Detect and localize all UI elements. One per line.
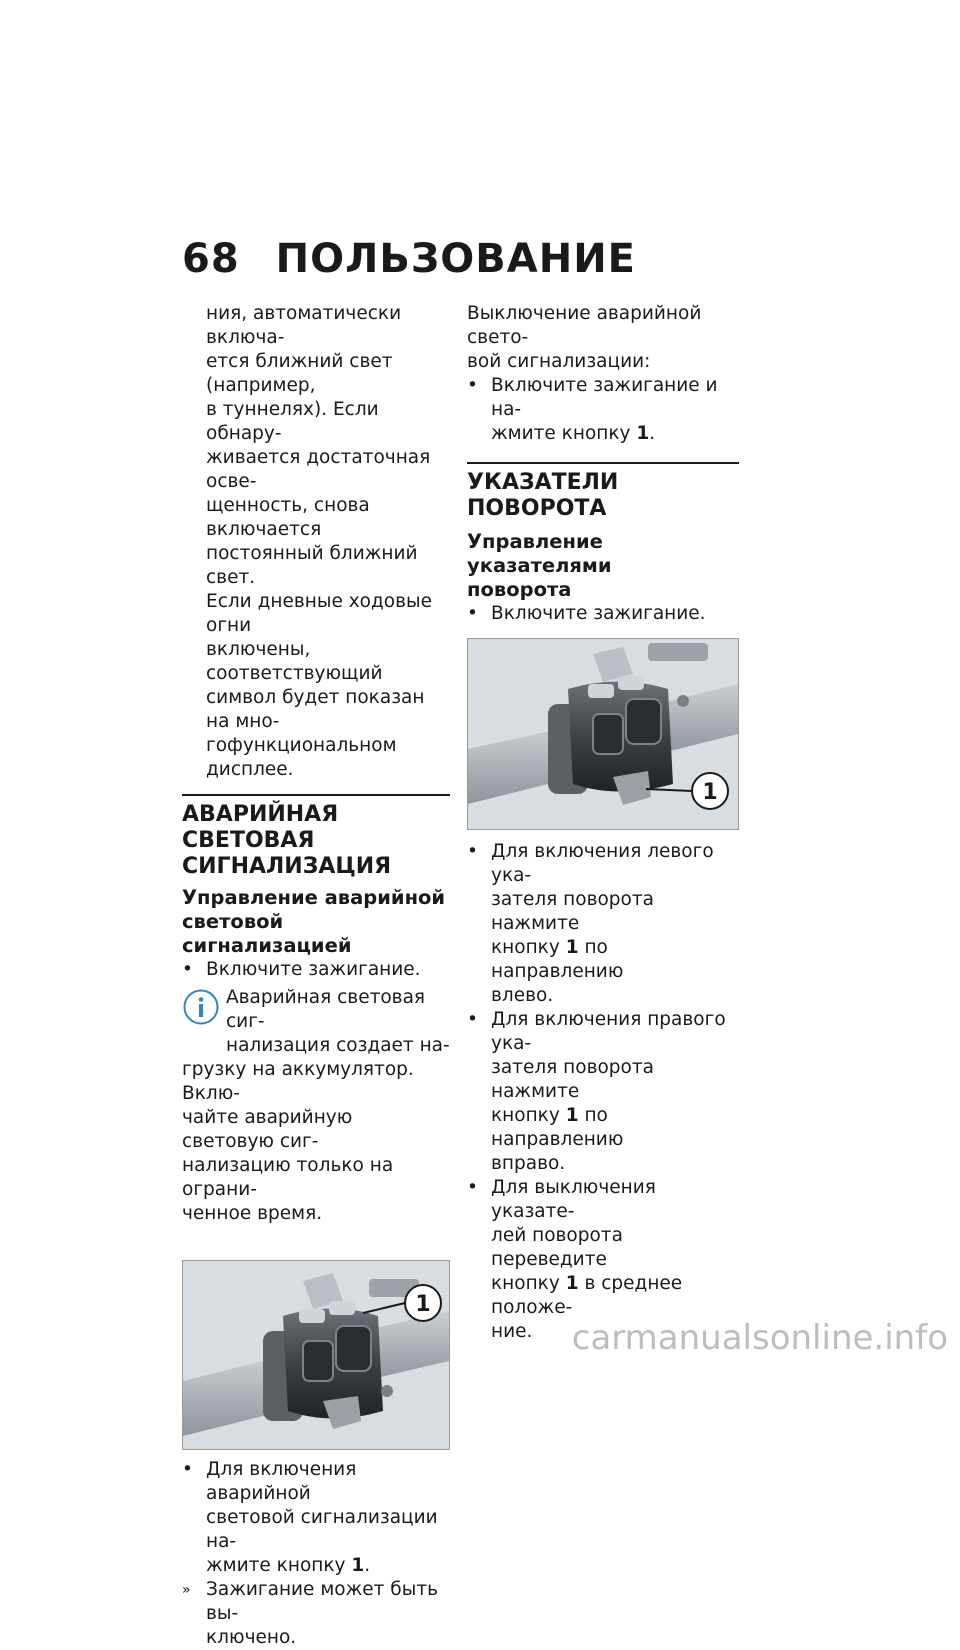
button-ref: 1 xyxy=(636,423,650,444)
button-ref: 1 xyxy=(351,1555,365,1576)
step-ignition: • Включите зажигание. xyxy=(467,603,706,624)
bullet-icon: • xyxy=(182,959,193,980)
bullet-icon: • xyxy=(182,1459,193,1480)
step-turn-right: • Для включения правого ука- зателя поворота нажмите кнопку 1 по направлению вправо. xyxy=(467,1009,726,1174)
hazard-off-intro: Выключение аварийной свето- вой сигнализации: xyxy=(467,303,702,372)
step-ignition: • Включите зажигание. xyxy=(182,959,421,980)
intro-paragraph: ния, автоматически включа- ется ближний свет (например, в туннелях). Если обнару- живается достаточная осве- щенность, снова включается постоянный ближний свет. Если дневные ходовые огни включены, соответствующий символ будет показан на мно- гофункциональном дисплее. xyxy=(206,303,432,780)
step-hazard-on: • Для включения аварийной световой сигнализации на- жмите кнопку 1. xyxy=(182,1459,438,1576)
page-number: 68 xyxy=(182,236,240,282)
bullet-icon: • xyxy=(467,1177,478,1198)
watermark[interactable]: carmanualsonline.info xyxy=(571,1318,948,1358)
figure-turn-signal-switch xyxy=(467,638,739,830)
figure-callout-number: 1 xyxy=(702,780,718,805)
figure-callout-number: 1 xyxy=(415,1292,431,1317)
page-title: ПОЛЬЗОВАНИЕ xyxy=(275,236,637,282)
subsection-title-turn-signals: Управление указателями поворота xyxy=(467,530,612,601)
handlebar-switch-illustration xyxy=(468,639,738,829)
section-divider xyxy=(182,794,450,796)
bullet-icon: • xyxy=(467,1009,478,1030)
step-turn-left: • Для включения левого ука- зателя поворота нажмите кнопку 1 по направлению влево. xyxy=(467,841,714,1006)
left-column xyxy=(182,302,450,1650)
step-hazard-off: • Включите зажигание и на- жмите кнопку 1. xyxy=(467,375,718,444)
result-ignition-off: » Зажигание может быть вы- ключено. xyxy=(182,1579,438,1648)
bullet-icon: • xyxy=(467,603,478,624)
note-block: Аварийная световая сиг- нализация создает на- грузку на аккумулятор. Вклю- чайте аварийную световую сиг- нализацию только на ограни- ченное время. xyxy=(182,987,450,1224)
button-ref: 1 xyxy=(565,1273,579,1294)
page-header xyxy=(182,236,636,282)
section-title-hazard: АВАРИЙНАЯ СВЕТОВАЯ СИГНАЛИЗАЦИЯ xyxy=(182,802,392,879)
info-icon xyxy=(182,988,220,1026)
button-ref: 1 xyxy=(565,1105,579,1126)
section-divider xyxy=(467,462,739,464)
bullet-icon: • xyxy=(467,375,478,396)
bullet-icon: • xyxy=(467,841,478,862)
section-title-turn-signals: УКАЗАТЕЛИ ПОВОРОТА xyxy=(467,470,619,521)
subsection-title-hazard: Управление аварийной световой сигнализацией xyxy=(182,886,446,957)
right-column xyxy=(467,302,739,1344)
result-arrow-icon: » xyxy=(182,1582,191,1598)
step-turn-off: • Для выключения указате- лей поворота переведите кнопку 1 в среднее положе- ние. xyxy=(467,1177,683,1342)
button-ref: 1 xyxy=(565,937,579,958)
